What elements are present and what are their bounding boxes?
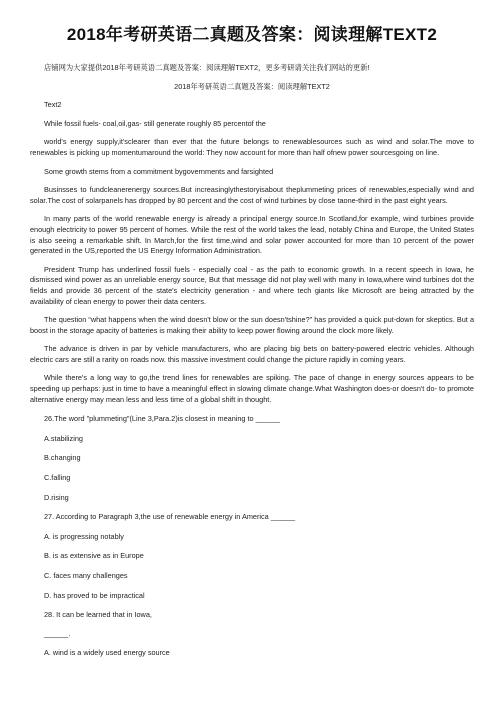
question-27-option-d: D. has proved to be impractical <box>44 590 145 600</box>
question-26-option-c: C.falling <box>44 473 71 483</box>
question-28-blank: ______. <box>44 628 71 638</box>
question-28-stem: 28. It can be learned that in Iowa, <box>44 610 152 620</box>
question-27-option-b: B. is as extensive as in Europe <box>44 551 144 561</box>
paragraph: world's energy supply,it'sclearer than ever that the future belongs to renewablesources such as wind and solar.The move to renewables is picking up momentumaround the world: They now account for more than half ofnew power sourcesgoing on line. <box>30 137 474 157</box>
paragraph: While fossil fuels- coal,oil,gas- still generate roughly 85 percentof the <box>44 118 266 128</box>
paragraph: While there's a long way to go,the trend lines for renewables are spiking. The pace of change in energy sources appears to be speeding up perhaps: just in time to have a meaningful effect in slowing climate change.What Washington does-or doesn't do- to promote alternative energy may mean less and less time of a global shift in thought. <box>30 373 474 404</box>
question-27-option-a: A. is progressing notably <box>44 531 124 541</box>
paragraph: The question “what happens when the wind doesn't blow or the sun doesn'tshine?” has provided a quick put-down for skeptics. But a boost in the storage apacity of batteries is making their ability to keep power flowing around the clock more likely. <box>30 315 474 335</box>
question-27-stem: 27. According to Paragraph 3,the use of renewable energy in America ______ <box>44 512 296 522</box>
paragraph: Some growth stems from a commitment bygovernments and farsighted <box>44 166 274 176</box>
page-title: 2018年考研英语二真题及答案：阅读理解TEXT2 <box>66 25 438 44</box>
paragraph: Businsses to fundcleanerenergy sources.But increasinglythestoryisabout theplummeting prices of renewables,especially wind and solar.The cost of solarpanels has dropped by 80 percent and the cost of wind turbines by close taone-third in the past eight years. <box>30 185 474 205</box>
question-26-option-b: B.changing <box>44 453 81 463</box>
article-subtitle: 2018年考研英语二真题及答案：阅读理解TEXT2 <box>174 81 330 91</box>
question-26-stem: 26.The word "plummeting"(Line 3,Para.2)is closest in meaning to ______ <box>44 414 280 424</box>
question-26-option-a: A.stabilizing <box>44 433 83 443</box>
paragraph: In many parts of the world renewable energy is already a principal energy source.In Scotland,for example, wind turbines provide enough electricity to power 95 percent of homes. While the rest of the world takes the lead, notably China and Europe, the United States is also seeing a remarkable shift. In March,for the first time,wind and solar power accounted for more than 10 percent of the power generated in the US,reported the US Energy Information Administration. <box>30 214 474 256</box>
paragraph: President Trump has underlined fossil fuels - especially coal - as the path to economic growth. In a recent speech in Iowa, he dismissed wind power as an unreliable energy source, But that message did not play well with many in Iowa,where wind turbines dot the fields and provide 36 percent of the state's electricity generation - and where tech giants like Microsoft are being attracted by the availability of clean energy to power their data centers. <box>30 264 474 306</box>
question-26-option-d: D.rising <box>44 492 69 502</box>
intro-text: 店铺网为大家提供2018年考研英语二真题及答案：阅读理解TEXT2，更多考研请关注我们网站的更新! <box>44 63 370 72</box>
text-label: Text2 <box>44 100 62 110</box>
question-27-option-c: C. faces many challenges <box>44 571 128 580</box>
question-28-option-a: A. wind is a widely used energy source <box>44 648 170 658</box>
paragraph: The advance is driven in par by vehicle manufacturers, who are placing big bets on battery-powered electric vehicles. Although electric cars are still a rarity on roads now. this massive investment could change the picture rapidly in coming years. <box>30 344 474 364</box>
